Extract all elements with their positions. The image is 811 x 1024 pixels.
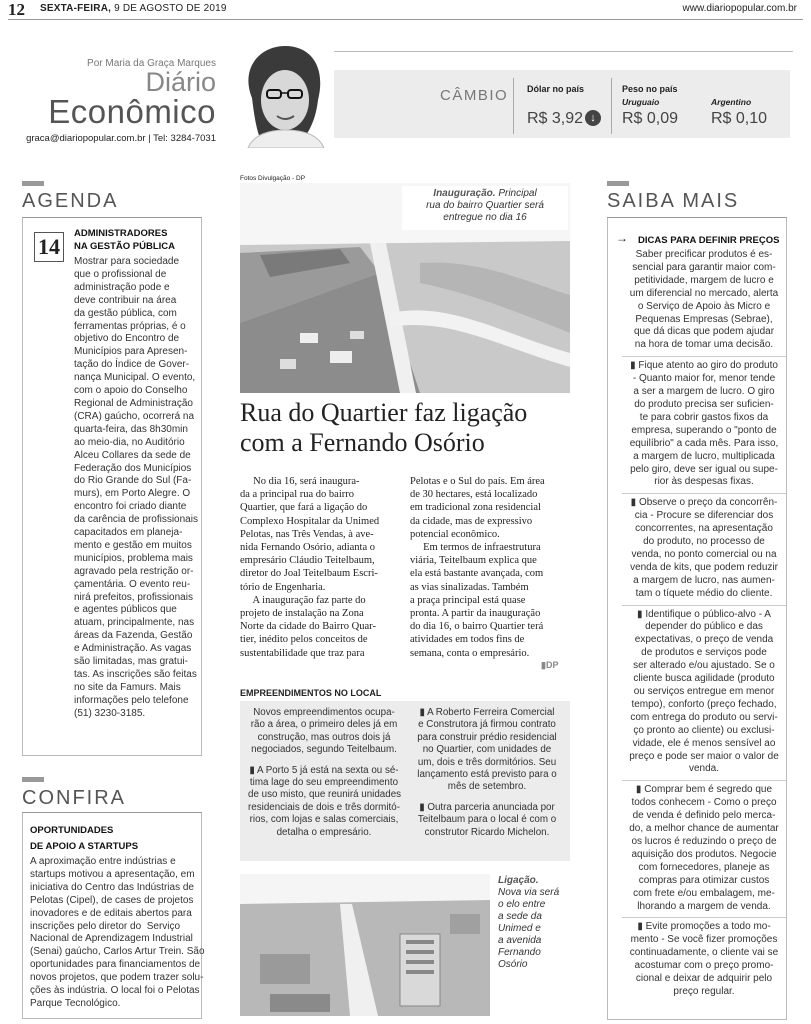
article-line: Em termos de infraestrutura [410,542,541,554]
saiba-tip-line: a ser a margem de lucro. O giro [633,386,775,398]
article-headline [240,398,570,458]
agenda-line: administração pode e [74,281,170,293]
article-line: Pelotas e o Sul do país. Em área [410,476,545,487]
projects-line: detalha o empresário. [276,826,372,838]
saiba-tip-line: rior às despesas fixas. [654,476,754,488]
agenda-line: deve contribuir na área [74,294,177,306]
article-line: tier, inédito pelos conceitos de [240,634,368,646]
saiba-tip-line: tempo), conforto (preço fechado, [631,698,777,710]
saiba-tip [622,780,786,913]
arrow-right-icon: → [616,231,628,245]
article-line: diretor do Joal Teitelbaum Escri- [240,568,378,580]
agenda-line: çamentária. O evento reu- [74,578,191,590]
saiba-tip-line: do, a melhor chance de aumentar [629,823,779,835]
peso-heading: Peso no país [622,84,678,94]
saiba-tip-line: ▮ Fique atento ao giro do produto [630,360,778,372]
subhead: EMPREENDIMENTOS NO LOCAL [240,688,382,698]
saiba-tip-line: ▮ Comprar bem é segredo que [635,784,773,796]
confira-line: iniciativa do Centro das Indústrias de [30,881,194,893]
agenda-line: no site da Famurs. Mais [74,681,181,693]
exchange-label: CÂMBIO [440,87,509,104]
article-line: empresário Cláudio Teitelbaum, [240,555,375,567]
saiba-title: DICAS PARA DEFINIR PREÇOS [638,235,780,246]
saiba-tip-line: venda, no ponto comercial ou na [631,548,777,560]
agenda-heading: AGENDA [22,190,119,212]
agenda-day: 14 [34,232,64,262]
column-contact: graca@diariopopular.com.br | Tel: 3284-7031 [26,133,216,144]
saiba-tip-line: concorrentes, na apresentação [635,523,773,535]
agenda-line: e agentes públicos que [74,604,177,616]
saiba-tip-line: mento - Se você fizer promoções [630,934,778,946]
arrow-down-icon: ↓ [585,110,601,126]
saiba-tip-line: com fornecedores, planeje as [638,861,770,873]
confira-line: (Senai) gaúcho, Carlos Artur Trein. São [30,946,205,958]
agenda-line: nança Municipal. O evento, [74,372,196,384]
agenda-line: do Rio Grande do Sul (Fa- [74,475,192,487]
column-author: Por Maria da Graça Marques [87,58,216,69]
confira-line: ções às indústria. O local foi o Pelotas [30,985,200,997]
agenda-line: mento e gestão em muitos [74,539,192,551]
edition-date [40,3,227,14]
agenda-line: da gestão pública, com [74,307,177,319]
saiba-tip-line: cia - Procure se diferenciar dos [634,510,774,522]
article-line: da cidade, mas de expressivo [410,515,533,527]
confira-line: inovadores e de editais abertos para [30,907,192,919]
article-line: Pelotas, nas Três Vendas, à ave- [240,528,374,540]
saiba-intro-line: na hora de tomar uma decisão. [634,339,774,351]
projects-line: construção, mas outros dois já [257,731,391,743]
uruguayan-peso-label: Uruguaio [622,97,660,107]
saiba-tip-line: com frete e/ou embalagem, me- [633,887,775,899]
agenda-line: e Administração. As vagas [74,643,192,655]
exchange-divider [513,78,514,134]
article-line: nida Fernando Osório, adianta o [240,542,376,554]
article-line: ela está bastante avançada, com [410,568,544,580]
saiba-tip-line: depender do público e das [645,621,763,633]
projects-line: Teitelbaum para o local é com o [417,814,557,826]
saiba-tip-line: cliente busca agilidade (produto [633,673,775,685]
caption-text: Principal [495,188,537,199]
confira-heading: CONFIRA [22,787,126,809]
saiba-tip-line: com entrega do produto ou servi- [630,711,778,723]
projects-line: construtor Ricardo Michelon. [424,826,550,838]
column-title-line1: Diário [145,67,216,97]
saiba-tip [622,493,786,600]
projects-column-1 [248,707,400,839]
saiba-intro-line: sencial para garantir maior com- [632,261,776,273]
top-divider [8,19,803,20]
caption-lines [498,887,570,971]
agenda-item-body [74,256,199,721]
caption-line: Unimed e [498,923,541,934]
saiba-tip-line: ▮ Observe o preço da concorrên- [630,497,778,509]
caption-line: a sede da [498,911,542,922]
dollar-value: R$ 3,92 [527,110,584,127]
projects-line: tima lage do seu empreendimento [249,777,399,789]
article-line: de 30 hectares, está localizado [410,489,538,501]
saiba-intro-line: petitividade, margem de lucro e [634,274,774,286]
projects-line [410,794,564,802]
saiba-tip [622,356,786,489]
saiba-intro-line: Saber precificar produtos é es- [635,249,773,260]
saiba-tip-line: do produto precisa ser suficien- [634,398,774,410]
confira-title-line: OPORTUNIDADES [30,825,114,836]
caption-line: o elo entre [498,899,546,910]
agenda-line: objetivo do Encontro de [74,333,180,345]
argentine-peso-label: Argentino [711,97,752,107]
article-line: tório de Engenharia. [240,581,326,593]
agenda-line: são limitadas, mas gratui- [74,656,188,668]
agenda-line: áreas da Fazenda, Gestão [74,630,193,642]
saiba-intro-line: um diferencial no mercado, alerta [629,287,779,299]
saiba-tip [622,917,786,998]
saiba-tip-line: cional e deixar de adquirir pelo [635,973,773,985]
caption-line: Osório [498,959,528,970]
confira-line: oportunidades para financiamentos de [30,959,201,971]
agenda-title-line: ADMINISTRADORES [74,228,168,239]
headline-line: Rua do Quartier faz ligação [240,398,528,427]
article-signature [541,660,558,671]
agenda-line: agravado pela restrição or- [74,565,194,577]
projects-line: um, dois e três dormitórios. Seu [417,756,557,768]
agenda-line: que o profissional de [74,268,167,280]
photo-credit: Fotos Divulgação - DP [240,175,306,182]
projects-line: e Construtora já firmou contrato [418,719,556,731]
article-line: A inauguração faz parte do [240,594,366,606]
agenda-line: tas. As inscrições são feitas [74,669,197,680]
saiba-tip-line: ou serviços entregue em menor [633,686,775,697]
agenda-line: da carência de profissionais [74,514,198,526]
agenda-line: nirá prefeitos, profissionais [74,591,193,603]
confira-line: inscrições pelo diretor do Serviço [30,920,181,932]
article-line: Complexo Hospitalar da Unimed [240,515,380,527]
saiba-tip-line: preço e pode ser maior o valor de [629,750,779,762]
article-line: em tradicional zona residencial [410,502,541,514]
saiba-tip-line: ▮ Evite promoções a todo mo- [637,921,771,933]
projects-line: ▮ Outra parceria anunciada por [419,801,555,813]
saiba-tip [622,605,786,777]
saiba-tip-line: pelo giro, deve ser igual ou supe- [630,463,778,475]
photo-caption-secondary [498,875,570,971]
agenda-line: Municípios para Apresen- [74,346,188,358]
saiba-tip-line: venda de kits, que podem reduzir [630,561,778,573]
page-number: 12 [8,0,25,19]
date-text: 9 DE AGOSTO DE 2019 [114,3,227,14]
projects-line: de uso misto, que reunirá unidades [248,789,402,801]
article-line: No dia 16, será inaugura- [240,476,360,487]
saiba-tip-line: lhorando a margem de venda. [637,900,771,912]
saiba-tip-line: ço pronto ao cliente) ou exclusi- [633,724,775,736]
confira-line: A aproximação entre indústrias e [30,856,176,867]
saiba-tip-line: vidade, ele é menos sensível ao [632,737,776,749]
projects-line: ▮ A Roberto Ferreira Comercial [419,707,555,718]
saiba-tip-line: todos conhecem - Como o preço [631,797,777,809]
confira-line: Parque Tecnológico. [30,997,121,1009]
agenda-item-title [74,228,175,253]
article-line: da a principal rua do bairro [240,489,354,501]
caption-line: a avenida [498,935,542,946]
projects-line: residenciais de dois e três dormitó- [248,801,400,813]
article-line: atividades em todos fins de [410,634,525,646]
projects-line: rão a área, o primeiro deles já em [250,719,398,731]
projects-line: mês de setembro. [447,781,527,793]
agenda-line: atuam, principalmente, nas [74,617,195,629]
saiba-tip-line: ser alterado e/ou ajustado. Se o [633,660,775,672]
saiba-tip-line: acostumar com o preço promo- [634,960,774,972]
saiba-tip-line: expectativas, o preço de venda [634,634,774,646]
agenda-line: ao meio-dia, no Auditório [74,436,185,448]
confira-line: startups motivou a apresentação, em [30,868,195,880]
article-column-1 [240,475,400,660]
agenda-line: (CRA) gaúcho, ocorrerá na [74,410,195,422]
projects-column-2 [410,707,564,839]
photo-caption [402,186,568,230]
article-line: sustentabilidade que traz para [240,647,365,659]
saiba-tip-line: preço regular. [673,985,735,997]
agenda-line: informações pelo telefone [74,694,189,706]
projects-line: ▮ A Porto 5 já está na sexta ou sé- [249,764,399,776]
saiba-intro-line: Pequenas Empresas (Sebrae), [635,313,773,325]
agenda-line: encontro foi criado diante [74,501,187,513]
article-line: do dia 16, o bairro Quartier terá [410,621,544,633]
saiba-tip-line: de produtos e serviços pode [641,647,767,659]
signature-text: DP [545,660,559,670]
confira-title-line: DE APOIO A STARTUPS [30,841,139,852]
projects-line: no Quartier, com unidades de [422,744,552,756]
section-marker [22,777,44,782]
article-line: projeto de instalação na Zona [240,608,364,620]
caption-text: entregue no dia 16 [443,212,527,223]
saiba-tip-line: a margem de lucro, multiplicada [633,450,775,462]
projects-line: Novos empreendimentos ocupa- [253,707,395,718]
article-column-2 [410,475,570,660]
agenda-line: quarta-feira, das 8h30min [74,423,188,435]
exchange-divider [611,78,612,134]
saiba-body [622,249,786,999]
saiba-tip-line: do produto, no processo de [643,536,765,548]
article-line: Norte da cidade do Bairro Quar- [240,621,376,633]
aerial-photo-secondary [240,874,490,1016]
weekday: SEXTA-FEIRA, [40,3,112,14]
article-line: as vias sinalizadas. Também [410,581,529,593]
agenda-line: murs), em Porto Alegre. O [74,488,191,500]
saiba-tip-line: - Quanto maior for, menor tende [632,373,776,385]
caption-lead: Ligação. [498,875,539,886]
site-url[interactable]: www.diariopopular.com.br [682,3,797,14]
article-line: a praça principal está quase [410,594,526,606]
agenda-line: Mostrar para sociedade [74,256,180,267]
saiba-tip-line: de venda é definido pelo merca- [632,810,776,822]
agenda-line: Regional de Administração [74,397,193,409]
projects-line [248,757,400,765]
article-line: viária, Teitelbaum explica que [410,555,537,567]
article-line: semana, conta o empresário. [410,647,530,659]
confira-body [30,856,205,1011]
caption-line: Nova via será [498,887,560,898]
saiba-tip-line: continuadamente, o cliente vai se [629,947,779,959]
saiba-tip-line: te para cobrir gastos fixos da [639,411,769,423]
confira-title [30,823,138,855]
confira-line: Pelotas (Cipel), de cases de projetos [30,894,194,906]
saiba-intro-line: que dá dicas que podem ajudar [633,326,775,338]
section-marker [607,181,629,186]
agenda-line: municípios, problema mais [74,552,193,564]
saiba-heading: SAIBA MAIS [607,190,740,212]
agenda-title-line: NA GESTÃO PÚBLICA [74,240,175,252]
uruguayan-peso-value: R$ 0,09 [622,110,679,127]
saiba-tip-line: a margem de lucro, nas aumen- [633,574,775,586]
dollar-heading: Dólar no país [527,84,585,94]
projects-line: rios, com lojas e salas comerciais, [249,814,399,826]
signature-mark: ▮ [541,660,546,670]
agenda-line: Federação dos Municípios [74,462,192,474]
projects-line: para construir prédio residencial [417,731,557,743]
saiba-tip-line: venda. [688,763,720,775]
agenda-line: com o apoio do Conselho [74,385,188,397]
projects-line: lançamento está previsto para o [417,769,557,781]
article-line: pronta. A partir da inauguração [410,608,541,620]
confira-line: Nacional de Aprendizagem Industrial [30,933,193,945]
agenda-line: ferramentas próprias, é o [74,320,186,332]
agenda-line: capacitados em planeja- [74,527,183,539]
agenda-line: (51) 3230-3185. [74,707,146,719]
saiba-tip-line: compras para otimizar custos [638,874,770,886]
saiba-tip-line: equilíbrio" a cada mês. Para isso, [629,437,779,449]
projects-line: negociados, segundo Teitelbaum. [251,744,397,756]
agenda-line: Alceu Collares da sede de [74,449,191,461]
section-marker [22,181,44,186]
saiba-tip-line: os lucros é reduzindo o preço de [631,835,777,847]
saiba-tip-line: empresa, superando o "ponto de [631,424,777,436]
caption-line: Fernando [498,947,541,958]
caption-lead: Inauguração. [433,188,496,199]
headline-line: com a Fernando Osório [240,428,485,457]
argentine-peso-value: R$ 0,10 [711,110,768,127]
caption-text: rua do bairro Quartier será [426,200,544,211]
saiba-intro-line: o Serviço de Apoio às Micro e [637,300,771,312]
confira-line: novos projetos, que podem trazer solu- [30,972,204,984]
author-portrait [230,38,334,148]
article-line: Quartier, que fará a ligação do [240,502,368,514]
saiba-tip-line: tam o tíquete médio do cliente. [635,587,773,599]
saiba-tip-line: ▮ Identifique o público-alvo - A [637,608,771,620]
saiba-tip-line: aquisição dos produtos. Negocie [631,848,777,860]
agenda-line: tação do Índice de Gover- [74,359,190,371]
column-title-line2: Econômico [48,93,216,130]
article-line: potencial econômico. [410,528,500,540]
